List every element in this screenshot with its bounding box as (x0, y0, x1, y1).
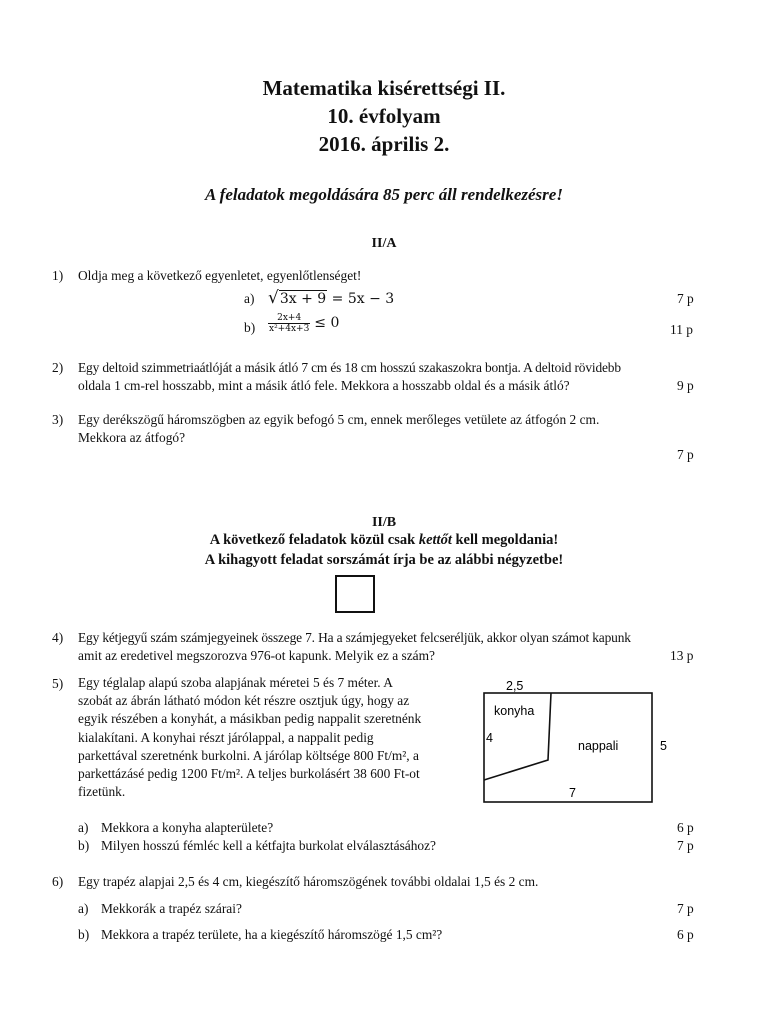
section-a-heading: II/A (371, 236, 397, 251)
q4-number: 4) (52, 630, 64, 645)
q1b-inequality (268, 313, 339, 334)
q5b-points: 7 p (677, 838, 694, 853)
kitchen-label: konyha (494, 704, 535, 718)
top-dimension-label: 2,5 (506, 679, 524, 693)
q5-paragraph (78, 674, 421, 801)
skipped-task-answer-box[interactable] (335, 575, 375, 613)
q1a-radicand: 3x + 9 (279, 291, 327, 307)
section-b-instruction-2: A kihagyott feladat sorszámát írja be az alábbi négyzetbe! (204, 552, 564, 568)
q6-text: Egy trapéz alapjai 2,5 és 4 cm, kiegészítő háromszögének további oldalai 1,5 és 2 cm. (78, 874, 539, 889)
q5-line: parkettázásé pedig 1200 Ft/m². A teljes burkolásért 38 600 Ft-ot (78, 766, 420, 782)
q1a-equation: √3x + 9 = 5x − 3 (268, 288, 395, 308)
section-b-instruction (0, 532, 768, 549)
q5-line: egyik részében a konyhát, a másikban pedig nappalit szeretnénk (78, 711, 422, 727)
q4-points: 13 p (670, 648, 694, 663)
q1b-fraction (268, 313, 310, 334)
q1b-rhs: ≤ 0 (314, 315, 340, 332)
q5a-label: a) (78, 820, 89, 835)
q4-line2: amit az eredetivel megszorozva 976-ot kapunk. Melyik ez a szám? (78, 648, 435, 663)
q5-line: Egy téglalap alapú szoba alapjának méretei 5 és 7 méter. A (78, 675, 393, 690)
q1a-points: 7 p (677, 291, 694, 306)
q1a-label: a) (244, 291, 255, 306)
q5-line: parkettával szeretnénk burkolni. A járólap költsége 800 Ft/m², a (78, 747, 419, 763)
q4-line1: Egy kétjegyű szám számjegyeinek összege 7. Ha a számjegyeket felcseréljük, akkor olyan számot kapunk (78, 630, 631, 645)
living-room-label: nappali (578, 739, 619, 753)
date-line: 2016. április 2. (318, 132, 450, 156)
q6b-text: Mekkora a trapéz területe, ha a kiegészítő háromszögé 1,5 cm²? (101, 927, 443, 942)
q6a-label: a) (78, 901, 89, 916)
room-diagram (476, 676, 676, 806)
q5b-text: Milyen hosszú fémléc kell a kétfajta burkolat elválasztásához? (101, 838, 437, 853)
instr-emphasis: kettőt (418, 532, 452, 548)
q2-line1: Egy deltoid szimmetriaátlóját a másik átló 7 cm és 18 cm hosszú szakaszokra bontja. A deltoid rövidebb (78, 360, 621, 375)
q6a-text: Mekkorák a trapéz szárai? (101, 901, 242, 916)
q5-line: kialakítani. A konyhai részt járólappal, a nappalit pedig (78, 729, 374, 745)
q5a-points: 6 p (677, 820, 694, 835)
q3-line1: Egy derékszögű háromszögben az egyik befogó 5 cm, ennek merőleges vetülete az átfogón 2 cm. (78, 412, 600, 427)
q3-number: 3) (52, 412, 64, 427)
section-b-heading: II/B (371, 515, 397, 530)
q5a-text: Mekkora a konyha alapterülete? (101, 820, 274, 835)
q6-number: 6) (52, 874, 64, 889)
time-notice: A feladatok megoldására 85 perc áll rendelkezésre! (205, 185, 563, 204)
q6b-points: 6 p (677, 927, 694, 942)
q6a-points: 7 p (677, 901, 694, 916)
bottom-dimension-label: 7 (569, 786, 576, 800)
q2-number: 2) (52, 360, 64, 375)
q6b-label: b) (78, 927, 90, 942)
q5-number: 5) (52, 676, 64, 691)
q5b-label: b) (78, 838, 90, 853)
q3-line2: Mekkora az átfogó? (78, 430, 186, 445)
q3-points: 7 p (677, 447, 694, 462)
q1b-points: 11 p (670, 322, 693, 337)
exam-title: Matematika kisérettségi II. (262, 76, 506, 100)
q1b-numerator: 2x+4 (268, 313, 310, 324)
q5-line: fizetünk. (78, 784, 126, 800)
q1-number: 1) (52, 268, 64, 283)
q1-text: Oldja meg a következő egyenletet, egyenlőtlenséget! (78, 268, 362, 283)
grade-line: 10. évfolyam (327, 104, 441, 128)
left-dimension-label: 4 (486, 731, 493, 745)
q2-line2: oldala 1 cm-rel hosszabb, mint a másik átló fele. Mekkora a hosszabb oldal és a másik átló? (78, 378, 570, 393)
q1a-rhs: = 5x − 3 (331, 291, 395, 307)
instr-pre: A következő feladatok közül csak (209, 532, 419, 548)
q1b-denominator: x²+4x+3 (269, 324, 310, 334)
q1b-label: b) (244, 320, 256, 335)
instr-post: kell megoldania! (451, 532, 559, 548)
q5-line: szobát az ábrán látható módon két részre osztjuk úgy, hogy az (78, 693, 410, 709)
q2-points: 9 p (677, 378, 694, 393)
right-dimension-label: 5 (660, 739, 667, 753)
